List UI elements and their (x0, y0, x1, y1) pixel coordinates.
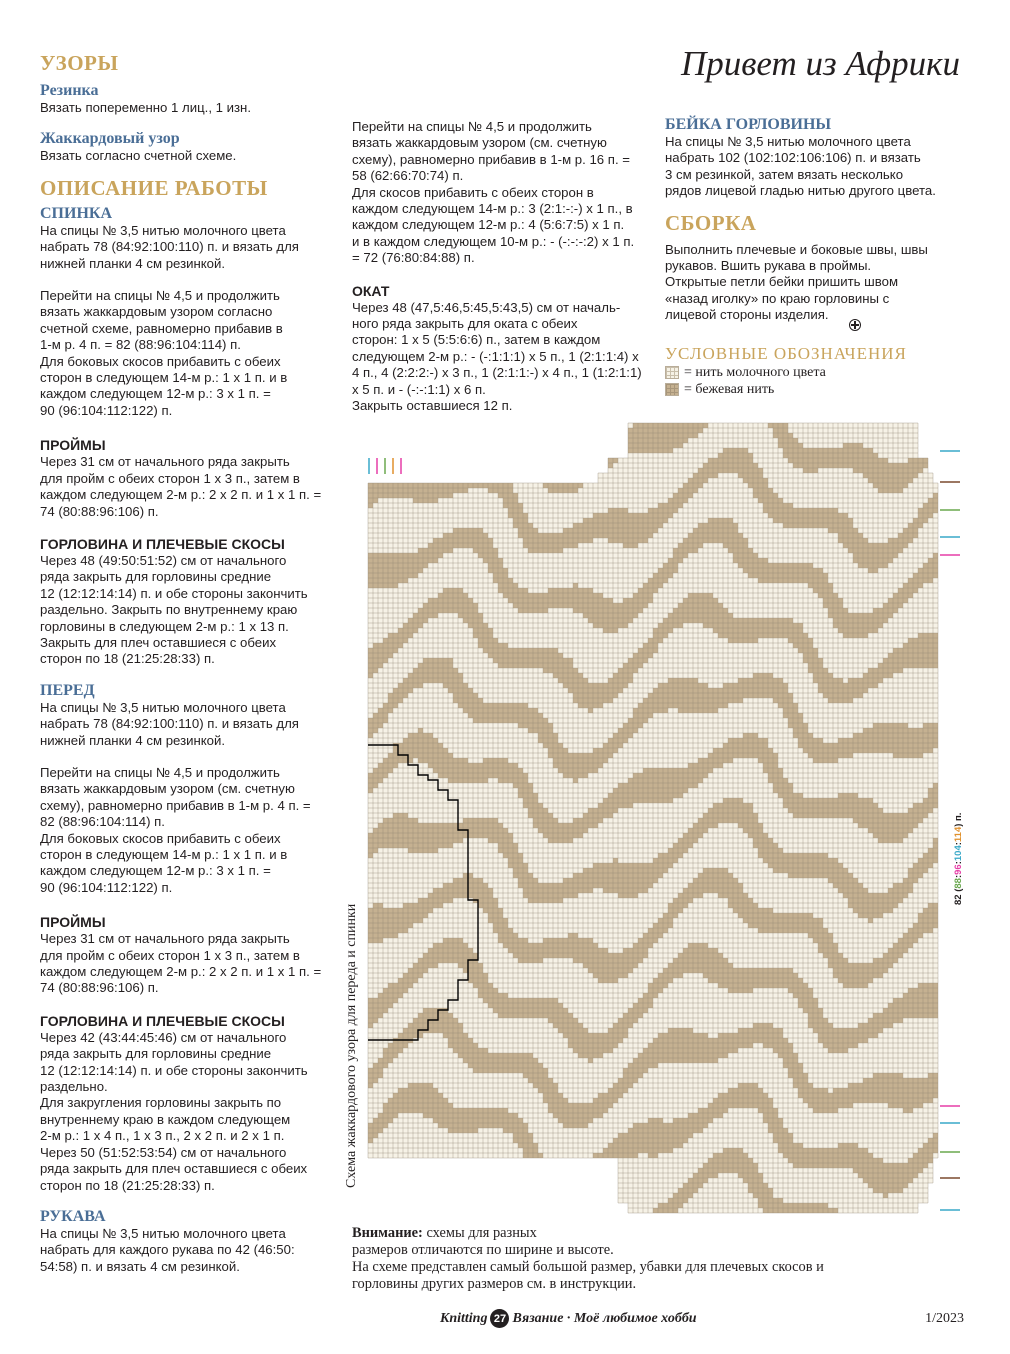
text-line: вязать жаккардовым узором согласно (40, 304, 273, 320)
back-heading: СПИНКА (40, 204, 113, 222)
legend-heading: УСЛОВНЫЕ ОБОЗНАЧЕНИЯ (665, 343, 907, 363)
text-line: набрать 78 (84:92:100:110) п. и вязать для (40, 716, 299, 732)
text-line: Через 42 (43:44:45:46) см от начального (40, 1029, 287, 1045)
sleeves-text (40, 1226, 340, 1275)
neck-heading-front: ГОРЛОВИНА И ПЛЕЧЕВЫЕ СКОСЫ (40, 1012, 285, 1029)
assembly-lines (665, 242, 975, 324)
neck-heading-back: ГОРЛОВИНА И ПЛЕЧЕВЫЕ СКОСЫ (40, 535, 285, 552)
text-line: ряда закрыть для плеч оставшиеся с обеих (40, 1161, 308, 1177)
brand-knitting: Knitting (440, 1310, 488, 1326)
page-title: Привет из Африки (680, 44, 960, 83)
dark-yarn-swatch-icon (665, 383, 679, 396)
text-line: набрать 102 (102:102:106:106) п. и вязать (665, 150, 921, 166)
rib-text (40, 100, 340, 116)
text-line: Через 48 (49:50:51:52) см от начального (40, 552, 287, 568)
text-line: Для боковых скосов прибавить с обеих (40, 830, 281, 846)
text-line: каждом следующем 2-м р.: 2 х 2 п. и 1 х 1 п. = (40, 964, 322, 980)
legend-light-label: = нить молочного цвета (684, 364, 826, 380)
text-line: сторон по 18 (21:25:28:33) п. (40, 1177, 215, 1193)
sleeve-continue-text (352, 119, 652, 267)
text-line: каждом следующем 12-м р.: 3 х 1 п. = (40, 386, 271, 402)
front-text-2 (40, 765, 340, 896)
text-line: 74 (80:88:96:106) п. (40, 980, 159, 996)
issue-number: 1/2023 (925, 1311, 964, 1326)
chart-note (352, 1225, 932, 1293)
text-line: 74 (80:88:96:106) п. (40, 503, 159, 519)
text-line: 2-м р.: 1 х 4 п., 1 х 3 п., 2 х 2 п. и 2 х 1 п. (40, 1128, 285, 1144)
text-line: 54:58) п. и вязать 4 см резинкой. (40, 1258, 240, 1274)
text-line: 4 п., 4 (2:2:2:-) х 3 п., 1 (2:1:1:-) х 4 п., 1 (1:2:1:1) (352, 365, 642, 381)
text-line: ряда закрыть для горловины средние (40, 1046, 272, 1062)
cap-heading: ОКАТ (352, 282, 390, 299)
note-line-3: горловины других размеров см. в инструкции. (352, 1276, 637, 1292)
text-line: вязать жаккардовым узором (см. счетную (40, 781, 295, 797)
assembly-text (665, 242, 975, 324)
armhole-text-back (40, 454, 340, 520)
end-marker-icon (849, 319, 861, 331)
text-line: Вязать согласно счетной схеме. (40, 148, 237, 164)
text-line: Выполнить плечевые и боковые швы, швы (665, 241, 928, 257)
text-line: рядов лицевой гладью нитью другого цвета. (665, 183, 936, 199)
note-line-0: схемы для разных (422, 1225, 537, 1241)
legend-dark (665, 381, 975, 398)
text-line: На спицы № 3,5 нитью молочного цвета (40, 1225, 286, 1241)
text-line: счетной схеме, равномерно прибавив в (40, 320, 283, 336)
chart-right-label: 82 (88:96:104:114) п. (953, 812, 964, 905)
text-line: 82 (88:96:104:114) п. (40, 814, 165, 830)
text-line: 58 (62:66:70:74) п. (352, 168, 464, 184)
armhole-heading-back: ПРОЙМЫ (40, 437, 106, 454)
text-line: «назад иголку» по краю горловины с (665, 290, 890, 306)
jacquard-chart (340, 420, 970, 1220)
text-line: х 5 п. и - (-:-:1:1) х 6 п. (352, 381, 486, 397)
text-line: ряда закрыть для горловины средние (40, 569, 272, 585)
back-text-2 (40, 288, 340, 419)
left-column (40, 50, 340, 1275)
text-line: горловины в следующем 2-м р.: 1 х 13 п. (40, 618, 289, 634)
magazine-brand (440, 1309, 697, 1328)
text-line: На спицы № 3,5 нитью молочного цвета (40, 222, 286, 238)
size-value: 88 (953, 878, 964, 889)
text-line: 90 (96:104:112:122) п. (40, 402, 173, 418)
cap-text (352, 300, 652, 415)
text-line: нижней планки 4 см резинкой. (40, 255, 226, 271)
text-line: Перейти на спицы № 4,5 и продолжить (40, 764, 280, 780)
text-line: каждом следующем 2-м р.: 2 х 2 п. и 1 х 1 п. = (40, 487, 322, 503)
text-line: Через 31 см от начального ряда закрыть (40, 454, 290, 470)
text-line: для пройм с обеих сторон 1 х 3 п., затем в (40, 470, 300, 486)
neck-text-back (40, 553, 340, 668)
chart-left-label: Схема жаккардового узора для переда и спинки (344, 903, 359, 1188)
text-line: каждом следующем 12-м р.: 4 (5:6:7:5) х 1 п. (352, 217, 625, 233)
jacquard-heading: Жаккардовый узор (40, 130, 180, 148)
text-line: Для закругления горловины закрыть по (40, 1095, 282, 1111)
text-line: раздельно. (40, 1079, 108, 1095)
rib-heading: Резинка (40, 82, 99, 99)
text-line: сторон: 1 х 5 (5:5:6:6) п., затем в каждом (352, 332, 601, 348)
text-line: Открытые петли бейки пришить швом (665, 274, 899, 290)
page-number: 27 (490, 1309, 509, 1328)
size-value: 104 (953, 845, 964, 862)
text-line: внутреннему краю в каждом следующем (40, 1111, 291, 1127)
text-line: каждом следующем 14-м р.: 3 (2:1:-:-) х 1 п., в (352, 201, 633, 217)
size-value: 96 (953, 864, 964, 875)
text-line: 12 (12:12:14:14) п. и обе стороны закончить (40, 1062, 308, 1078)
text-line: рукавов. Вшить рукава в проймы. (665, 258, 872, 274)
text-line: 90 (96:104:112:122) п. (40, 879, 173, 895)
text-line: Перейти на спицы № 4,5 и продолжить (352, 119, 592, 134)
text-line: для пройм с обеих сторон 1 х 3 п., затем в (40, 947, 300, 963)
text-line: сторон в следующем 14-м р.: 1 х 1 п. и в (40, 370, 288, 386)
text-line: На спицы № 3,5 нитью молочного цвета (40, 699, 286, 715)
text-line: сторон в следующем 14-м р.: 1 х 1 п. и в (40, 847, 288, 862)
light-yarn-swatch-icon (665, 366, 679, 379)
legend-dark-label: = бежевая нить (684, 381, 775, 397)
middle-column (352, 119, 652, 415)
text-line: Вязать попеременно 1 лиц., 1 изн. (40, 100, 251, 115)
text-line: 3 см резинкой, затем вязать несколько (665, 166, 904, 182)
text-line: На спицы № 3,5 нитью молочного цвета (665, 134, 911, 149)
text-line: Через 50 (51:52:53:54) см от начального (40, 1144, 287, 1160)
text-line: набрать 78 (84:92:100:110) п. и вязать для (40, 239, 299, 255)
text-line: нижней планки 4 см резинкой. (40, 732, 226, 748)
text-line: 12 (12:12:14:14) п. и обе стороны закончить (40, 585, 308, 601)
legend-light (665, 364, 975, 381)
text-line: Для скосов прибавить с обеих сторон в (352, 184, 594, 200)
description-heading: ОПИСАНИЕ РАБОТЫ (40, 175, 268, 200)
text-line: раздельно. Закрыть по внутреннему краю (40, 602, 298, 618)
note-line-2: На схеме представлен самый большой размер, убавки для плечевых скосов и (352, 1259, 824, 1275)
back-text-1 (40, 223, 340, 272)
neck-text-front (40, 1030, 340, 1194)
patterns-heading: УЗОРЫ (40, 51, 119, 75)
text-line: лицевой стороны изделия. (665, 307, 829, 323)
jacquard-text (40, 148, 340, 164)
text-line: вязать жаккардовым узором (см. счетную (352, 135, 607, 151)
text-line: ного ряда закрыть для оката с обеих (352, 316, 578, 332)
text-line: следующем 2-м р.: - (-:1:1:1) х 5 п., 1 (2:1:1:4) х (352, 348, 639, 364)
text-line: набрать для каждого рукава по 42 (46:50: (40, 1242, 295, 1258)
note-bold: Внимание: (352, 1225, 423, 1241)
text-line: Через 48 (47,5:46,5:45,5:43,5) см от началь- (352, 299, 621, 315)
text-line: и в каждом следующем 10-м р.: - (-:-:-:2) х 1 п. (352, 233, 635, 249)
neckband-heading: БЕЙКА ГОРЛОВИНЫ (665, 116, 832, 133)
text-line: каждом следующем 12-м р.: 3 х 1 п. = (40, 863, 271, 879)
text-line: Перейти на спицы № 4,5 и продолжить (40, 288, 280, 304)
neckband-text (665, 134, 975, 200)
text-line: схему), равномерно прибавив в 1-м р. 16 п. = (352, 151, 630, 167)
text-line: Закрыть оставшиеся 12 п. (352, 398, 513, 414)
front-heading: ПЕРЕД (40, 681, 95, 699)
assembly-heading: СБОРКА (665, 210, 757, 235)
size-value: 114 (953, 826, 964, 843)
text-line: схему), равномерно прибавив в 1-м р. 4 п. = (40, 797, 311, 813)
text-line: Через 31 см от начального ряда закрыть (40, 931, 290, 947)
note-line-1: размеров отличаются по ширине и высоте. (352, 1242, 614, 1258)
sleeves-heading: РУКАВА (40, 1207, 106, 1225)
text-line: 1-м р. 4 п. = 82 (88:96:104:114) п. (40, 337, 241, 353)
armhole-text-front (40, 931, 340, 997)
brand-tagline: Вязание · Моё любимое хобби (512, 1310, 697, 1326)
text-line: = 72 (76:80:84:88) п. (352, 250, 475, 266)
text-line: Закрыть для плеч оставшиеся с обеих (40, 634, 277, 650)
armhole-heading-front: ПРОЙМЫ (40, 914, 106, 931)
text-line: Для боковых скосов прибавить с обеих (40, 353, 281, 369)
front-text-1 (40, 700, 340, 749)
right-column (665, 116, 975, 398)
text-line: сторон по 18 (21:25:28:33) п. (40, 651, 215, 667)
